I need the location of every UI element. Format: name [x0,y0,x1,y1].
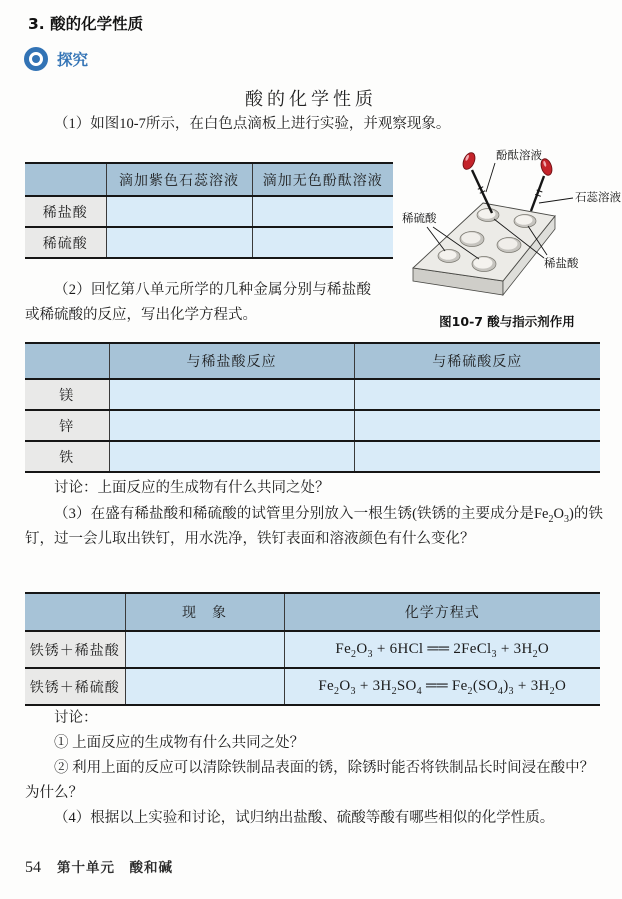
figure-caption: 图10-7 酸与指示剂作用 [439,314,575,329]
row-label-zinc: 锌 [25,410,109,441]
label-dilute-hydrochloric-acid: 稀盐酸 [544,258,579,270]
corner-cell [25,593,125,631]
row-label-h2so4: 稀硫酸 [25,227,106,258]
table-row [25,631,600,668]
column-header-phenomenon: 现 象 [125,593,284,631]
indicator-table [25,162,393,259]
table-row [25,196,393,227]
table-row [25,410,600,441]
discussion-2-label: 讨论： [54,710,98,726]
paragraph-step1: （1）如图10-7所示，在白色点滴板上进行实验，并观察现象。 [54,116,451,132]
unit-title: 第十单元 酸和碱 [57,860,173,875]
row-label-rust-hcl: 铁锈＋稀盐酸 [25,631,125,668]
label-litmus: 石蕊溶液 [575,192,621,204]
spot-plate-illustration [392,148,622,310]
blank-answer-cell [109,410,354,441]
column-header-litmus: 滴加紫色石蕊溶液 [106,163,252,196]
discussion-1: 讨论：上面反应的生成物有什么共同之处？ [54,480,330,496]
discussion-2-block [25,706,603,831]
chemical-equation: $Fe_2O_3 + 3H_2SO_4$ ══ $Fe_2(SO_4)_3 + 3H_2O$ [284,668,600,705]
table-row [25,441,600,472]
blank-answer-cell [354,410,600,441]
table-row [25,227,393,258]
table-row [25,379,600,410]
section-heading: 3. 酸的化学性质 [28,15,144,33]
column-header-hcl-reaction: 与稀盐酸反应 [109,343,354,379]
blank-answer-cell [109,379,354,410]
blank-answer-cell [354,441,600,472]
page-number: 54 [25,859,41,876]
figure-10-7 [392,148,622,330]
label-phenolphthalein: 酚酞溶液 [496,150,542,162]
explore-target-icon [24,47,48,71]
row-label-magnesium: 镁 [25,379,109,410]
column-header-equation: 化学方程式 [284,593,600,631]
explore-label: 探究 [57,51,89,69]
blank-answer-cell [354,379,600,410]
chemical-equation: $Fe_2O_3 + 6HCl$ ══ 2FeCl$_3$ + $3H_2O$ [284,631,600,668]
blank-answer-cell [125,631,284,668]
paragraph-step4: （4）根据以上实验和讨论，试归纳出盐酸、硫酸等酸有哪些相似的化学性质。 [54,810,555,826]
dropper-icon [461,151,492,213]
rust-acid-table [25,592,600,706]
page-footer [25,856,173,877]
corner-cell [25,163,106,196]
discussion-2-item-1: ① 上面反应的生成物有什么共同之处？ [54,735,305,751]
column-header-h2so4-reaction: 与稀硫酸反应 [354,343,600,379]
page-title: 酸的化学性质 [245,89,377,109]
dropper-icon [531,157,554,211]
metal-acid-table [25,342,600,473]
target-dot-icon [32,55,40,63]
discussion-2-item-2: ② 利用上面的反应可以清除铁制品表面的锈，除锈时能否将铁制品长时间浸在酸中？为什么？ [25,760,595,801]
blank-answer-cell [106,196,252,227]
row-label-hcl: 稀盐酸 [25,196,106,227]
explore-banner [24,47,88,71]
paragraph-step3: （3）在盛有稀盐酸和稀硫酸的试管里分别放入一根生锈(铁锈的主要成分是$Fe_2O_3$)的铁钉，过一会儿取出铁钉，用水洗净，铁钉表面和溶液颜色有什么变化？ [25,506,603,547]
blank-answer-cell [252,196,393,227]
row-label-rust-h2so4: 铁锈＋稀硫酸 [25,668,125,705]
column-header-phenolphthalein: 滴加无色酚酞溶液 [252,163,393,196]
paragraph-step2: （2）回忆第八单元所学的几种金属分别与稀盐酸或稀硫酸的反应，写出化学方程式。 [25,282,371,323]
table-row [25,668,600,705]
corner-cell [25,343,109,379]
blank-answer-cell [125,668,284,705]
row-label-iron: 铁 [25,441,109,472]
blank-answer-cell [109,441,354,472]
label-dilute-sulfuric-acid: 稀硫酸 [402,213,437,225]
blank-answer-cell [252,227,393,258]
blank-answer-cell [106,227,252,258]
